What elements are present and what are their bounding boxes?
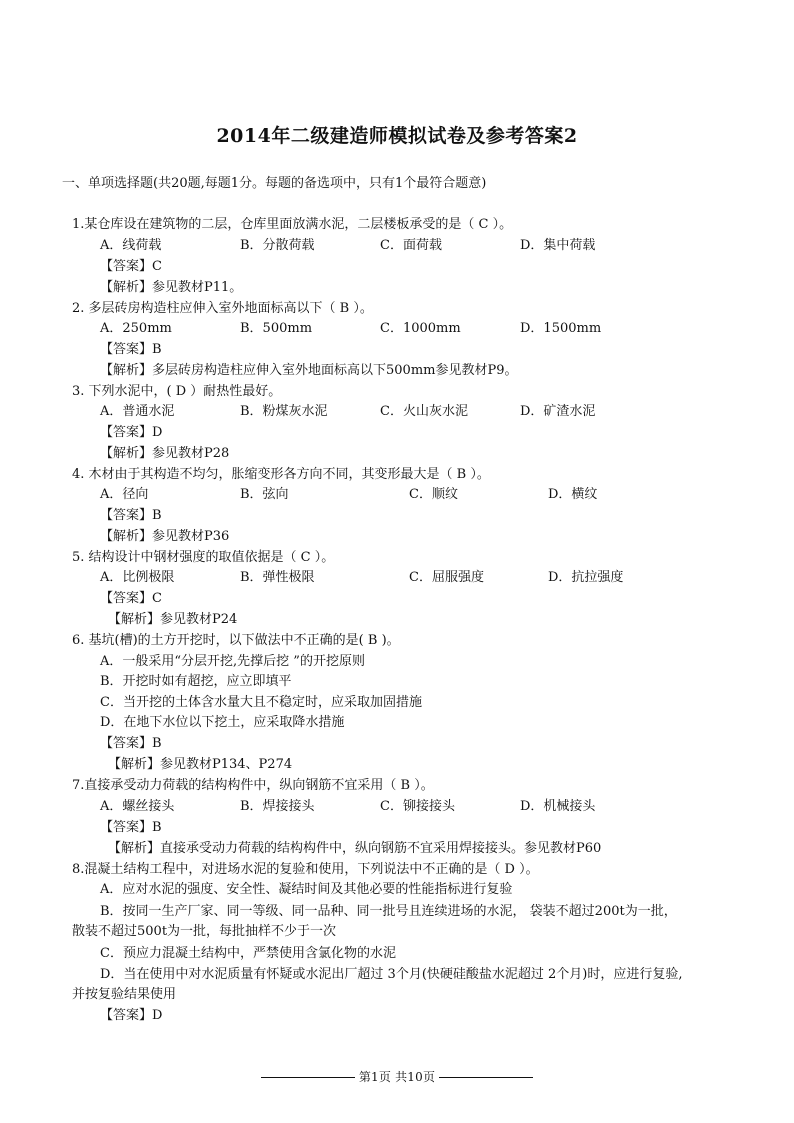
option: B．开挖时如有超挖，应立即填平 <box>100 674 292 689</box>
analysis: 【解析】直接承受动力荷载的结构构件中，纵向钢筋不宜采用焊接接头。参见教材P60 <box>108 841 602 856</box>
option: C．铆接接头 <box>380 799 455 814</box>
option: C．预应力混凝土结构中，严禁使用含氯化物的水泥 <box>100 946 396 961</box>
footer-rule <box>439 1077 533 1078</box>
option: D．横纹 <box>548 487 598 502</box>
option: A．螺丝接头 <box>100 799 175 814</box>
option: C．顺纹 <box>409 487 458 502</box>
option: D．1500mm <box>520 321 602 336</box>
option: C．火山灰水泥 <box>380 404 468 419</box>
option: A．线荷载 <box>100 238 162 253</box>
answer: 【答案】D <box>100 1008 163 1023</box>
option: C．当开挖的土体含水量大且不稳定时，应采取加固措施 <box>100 695 422 710</box>
question-stem: 2. 多层砖房构造柱应伸入室外地面标高以下（ B ）。 <box>72 301 373 316</box>
analysis: 【解析】参见教材P134、P274 <box>108 757 293 772</box>
question-stem: 5. 结构设计中钢材强度的取值依据是（ C ）。 <box>72 550 335 565</box>
question-stem: 7.直接承受动力荷载的结构构件中，纵向钢筋不宜采用（ B ）。 <box>72 778 434 793</box>
option: B．焊接接头 <box>240 799 315 814</box>
option-continuation: 散装不超过500t为一批，每批抽样不少于一次 <box>72 924 337 939</box>
option: B．弦向 <box>240 487 289 502</box>
option: C．面荷载 <box>380 238 442 253</box>
section-heading: 一、单项选择题(共20题,每题1分。每题的备选项中，只有1个最符合题意) <box>62 176 487 191</box>
option: C．1000mm <box>380 321 461 336</box>
question-stem: 6. 基坑(槽)的土方开挖时，以下做法中不正确的是( B )。 <box>72 633 400 648</box>
option: C．屈服强度 <box>409 570 484 585</box>
option: D．机械接头 <box>520 799 596 814</box>
page-number: 第1页 共10页 <box>358 1070 436 1084</box>
answer: 【答案】B <box>100 508 162 523</box>
option: D．当在使用中对水泥质量有怀疑或水泥出厂超过 3个月(快硬硅酸盐水泥超过 2个月)时，应进行复验, <box>100 967 683 982</box>
analysis: 【解析】参见教材P11。 <box>100 280 243 295</box>
option: B．500mm <box>240 321 313 336</box>
analysis: 【解析】参见教材P28 <box>100 446 230 461</box>
option: B．分散荷载 <box>240 238 315 253</box>
analysis: 【解析】参见教材P36 <box>100 529 230 544</box>
question-stem: 8.混凝土结构工程中，对进场水泥的复验和使用，下列说法中不正确的是（ D ）。 <box>72 862 539 877</box>
answer: 【答案】B <box>100 820 162 835</box>
answer: 【答案】C <box>100 259 162 274</box>
answer: 【答案】C <box>100 591 162 606</box>
option: D．在地下水位以下挖土，应采取降水措施 <box>100 715 345 730</box>
option: D．抗拉强度 <box>548 570 624 585</box>
option: D．矿渣水泥 <box>520 404 596 419</box>
option-continuation: 并按复验结果使用 <box>72 987 177 1002</box>
option: B．按同一生产厂家、同一等级、同一品种、同一批号且连续进场的水泥， 袋装不超过200t为一批， <box>100 904 677 919</box>
option: A．一般采用“分层开挖,先撑后挖 ”的开挖原则 <box>100 654 365 669</box>
option: A．应对水泥的强度、安全性、凝结时间及其他必要的性能指标进行复验 <box>100 882 513 897</box>
analysis: 【解析】多层砖房构造柱应伸入室外地面标高以下500mm参见教材P9。 <box>100 363 518 378</box>
option: A．比例极限 <box>100 570 175 585</box>
page-footer <box>0 1068 794 1085</box>
answer: 【答案】B <box>100 342 162 357</box>
option: D．集中荷载 <box>520 238 596 253</box>
option: B．粉煤灰水泥 <box>240 404 328 419</box>
footer-rule <box>261 1077 355 1078</box>
question-stem: 3. 下列水泥中，( D ）耐热性最好。 <box>72 384 282 399</box>
option: B．弹性极限 <box>240 570 315 585</box>
question-stem: 4. 木材由于其构造不均匀，胀缩变形各方向不同，其变形最大是（ B ）。 <box>72 467 490 482</box>
answer: 【答案】D <box>100 425 163 440</box>
question-stem: 1.某仓库设在建筑物的二层，仓库里面放满水泥，二层楼板承受的是（ C ）。 <box>72 217 513 232</box>
page-title: 2014年二级建造师模拟试卷及参考答案2 <box>216 125 578 147</box>
analysis: 【解析】参见教材P24 <box>108 612 238 627</box>
answer: 【答案】B <box>100 736 162 751</box>
option: A．径向 <box>100 487 149 502</box>
option: A．普通水泥 <box>100 404 175 419</box>
option: A．250mm <box>100 321 172 336</box>
